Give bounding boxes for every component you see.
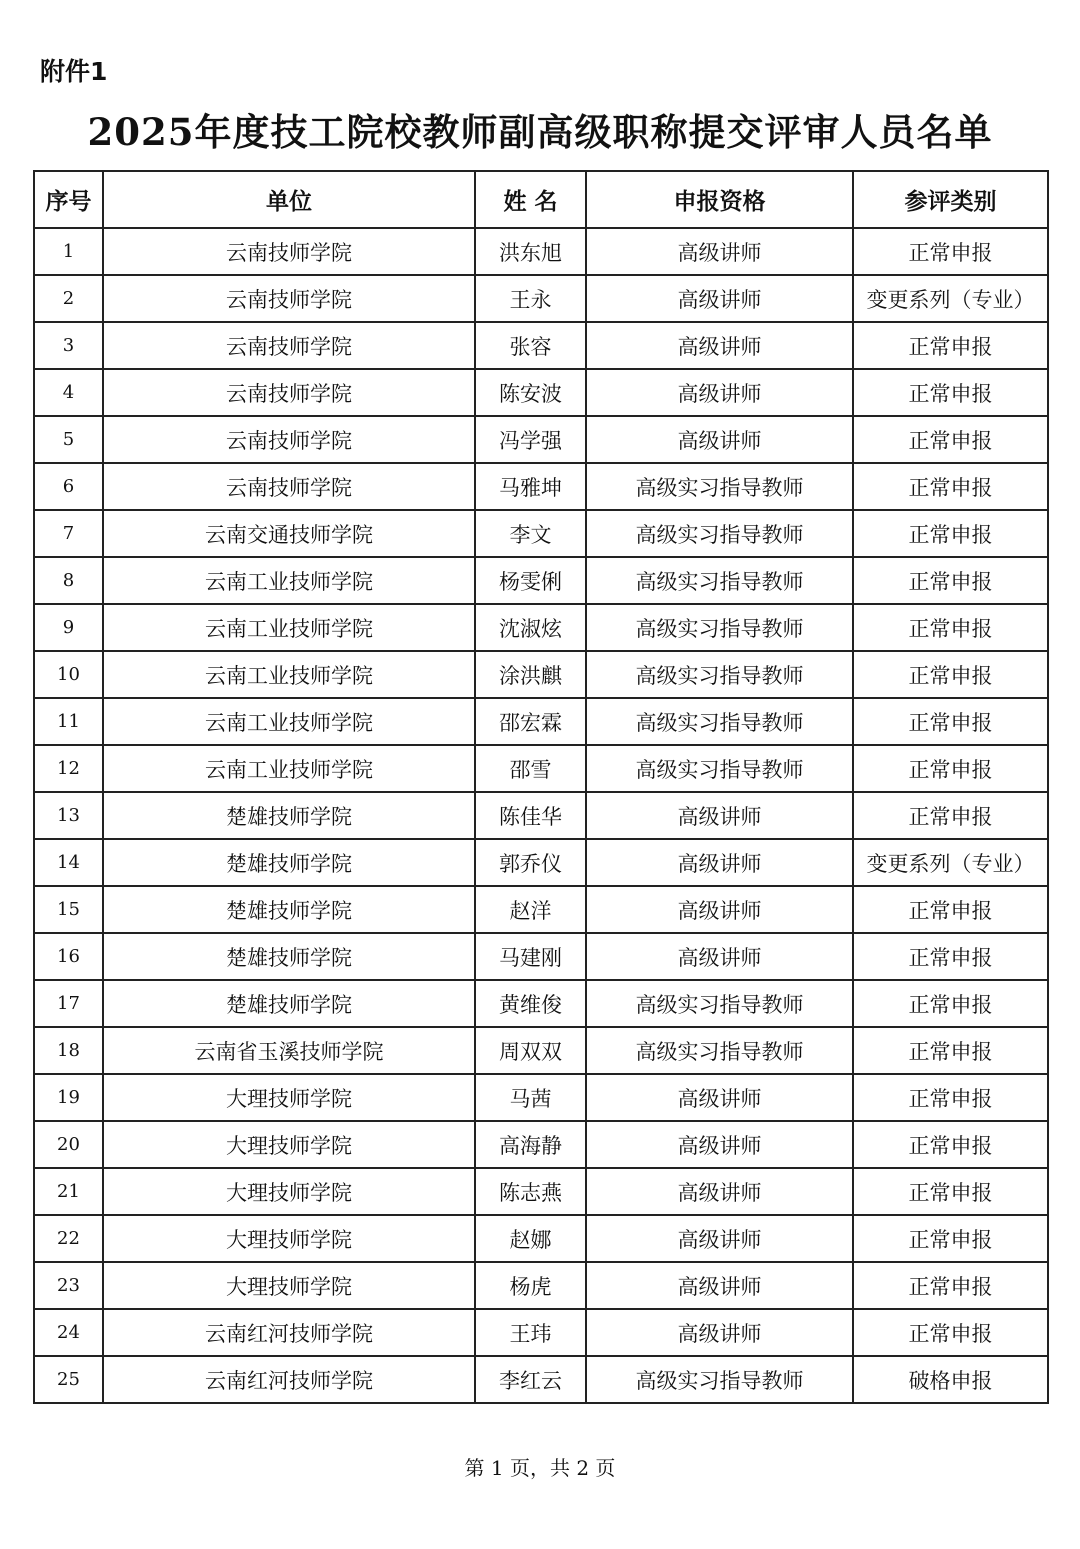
cell-name: 周双双 <box>475 1027 586 1074</box>
cell-category: 破格申报 <box>853 1356 1048 1403</box>
cell-qualification: 高级实习指导教师 <box>586 604 853 651</box>
cell-unit: 楚雄技师学院 <box>103 792 475 839</box>
header-category: 参评类别 <box>853 171 1048 228</box>
cell-index: 10 <box>34 651 103 698</box>
cell-index: 4 <box>34 369 103 416</box>
cell-index: 24 <box>34 1309 103 1356</box>
cell-unit: 云南工业技师学院 <box>103 651 475 698</box>
cell-unit: 大理技师学院 <box>103 1262 475 1309</box>
cell-qualification: 高级讲师 <box>586 1168 853 1215</box>
cell-index: 2 <box>34 275 103 322</box>
table-row <box>34 275 1048 322</box>
table-row <box>34 557 1048 604</box>
cell-index: 1 <box>34 228 103 275</box>
cell-name: 赵洋 <box>475 886 586 933</box>
cell-category: 正常申报 <box>853 745 1048 792</box>
cell-name: 沈淑炫 <box>475 604 586 651</box>
cell-qualification: 高级讲师 <box>586 322 853 369</box>
cell-category: 正常申报 <box>853 557 1048 604</box>
cell-category: 正常申报 <box>853 1168 1048 1215</box>
cell-index: 12 <box>34 745 103 792</box>
cell-qualification: 高级讲师 <box>586 839 853 886</box>
cell-index: 16 <box>34 933 103 980</box>
cell-unit: 云南技师学院 <box>103 369 475 416</box>
cell-category: 正常申报 <box>853 416 1048 463</box>
table-row <box>34 698 1048 745</box>
cell-index: 9 <box>34 604 103 651</box>
cell-category: 正常申报 <box>853 651 1048 698</box>
cell-qualification: 高级讲师 <box>586 1215 853 1262</box>
cell-category: 正常申报 <box>853 1309 1048 1356</box>
table-row <box>34 1262 1048 1309</box>
cell-category: 正常申报 <box>853 322 1048 369</box>
cell-unit: 云南工业技师学院 <box>103 557 475 604</box>
table-row <box>34 228 1048 275</box>
cell-index: 13 <box>34 792 103 839</box>
cell-category: 变更系列（专业） <box>853 839 1048 886</box>
cell-unit: 云南技师学院 <box>103 275 475 322</box>
cell-category: 正常申报 <box>853 886 1048 933</box>
cell-unit: 云南工业技师学院 <box>103 604 475 651</box>
cell-qualification: 高级讲师 <box>586 1262 853 1309</box>
cell-name: 陈佳华 <box>475 792 586 839</box>
cell-name: 冯学强 <box>475 416 586 463</box>
cell-name: 王玮 <box>475 1309 586 1356</box>
cell-unit: 大理技师学院 <box>103 1168 475 1215</box>
cell-index: 22 <box>34 1215 103 1262</box>
cell-name: 邵宏霖 <box>475 698 586 745</box>
cell-name: 涂洪麒 <box>475 651 586 698</box>
cell-unit: 大理技师学院 <box>103 1215 475 1262</box>
cell-unit: 云南红河技师学院 <box>103 1309 475 1356</box>
cell-name: 洪东旭 <box>475 228 586 275</box>
cell-name: 黄维俊 <box>475 980 586 1027</box>
cell-unit: 楚雄技师学院 <box>103 933 475 980</box>
table-row <box>34 980 1048 1027</box>
page-title: 2025年度技工院校教师副高级职称提交评审人员名单 <box>87 110 993 154</box>
header-name: 姓 名 <box>475 171 586 228</box>
cell-index: 17 <box>34 980 103 1027</box>
cell-qualification: 高级讲师 <box>586 369 853 416</box>
cell-index: 21 <box>34 1168 103 1215</box>
cell-category: 正常申报 <box>853 698 1048 745</box>
cell-unit: 楚雄技师学院 <box>103 886 475 933</box>
table-row <box>34 463 1048 510</box>
cell-index: 11 <box>34 698 103 745</box>
cell-name: 李红云 <box>475 1356 586 1403</box>
cell-category: 正常申报 <box>853 1027 1048 1074</box>
cell-qualification: 高级实习指导教师 <box>586 980 853 1027</box>
cell-index: 23 <box>34 1262 103 1309</box>
cell-category: 正常申报 <box>853 1215 1048 1262</box>
table-row <box>34 369 1048 416</box>
cell-qualification: 高级讲师 <box>586 1121 853 1168</box>
table-header-row <box>34 171 1048 228</box>
roster-table <box>33 170 1049 1404</box>
table-row <box>34 416 1048 463</box>
table-row <box>34 1074 1048 1121</box>
cell-name: 郭乔仪 <box>475 839 586 886</box>
cell-index: 5 <box>34 416 103 463</box>
cell-name: 陈志燕 <box>475 1168 586 1215</box>
table-row <box>34 792 1048 839</box>
cell-qualification: 高级讲师 <box>586 1309 853 1356</box>
page-footer: 第 1 页，共 2 页 <box>464 1456 616 1480</box>
cell-unit: 云南技师学院 <box>103 416 475 463</box>
cell-unit: 云南红河技师学院 <box>103 1356 475 1403</box>
cell-unit: 楚雄技师学院 <box>103 839 475 886</box>
header-unit: 单位 <box>103 171 475 228</box>
cell-name: 马雅坤 <box>475 463 586 510</box>
cell-name: 张容 <box>475 322 586 369</box>
cell-index: 8 <box>34 557 103 604</box>
table-row <box>34 604 1048 651</box>
cell-qualification: 高级讲师 <box>586 886 853 933</box>
cell-name: 王永 <box>475 275 586 322</box>
cell-category: 正常申报 <box>853 510 1048 557</box>
cell-index: 19 <box>34 1074 103 1121</box>
cell-category: 正常申报 <box>853 1121 1048 1168</box>
cell-qualification: 高级讲师 <box>586 933 853 980</box>
cell-unit: 云南工业技师学院 <box>103 698 475 745</box>
cell-index: 7 <box>34 510 103 557</box>
cell-unit: 云南工业技师学院 <box>103 745 475 792</box>
cell-name: 杨雯俐 <box>475 557 586 604</box>
table-row <box>34 1121 1048 1168</box>
table-row <box>34 651 1048 698</box>
table-row <box>34 886 1048 933</box>
table-row <box>34 1309 1048 1356</box>
cell-qualification: 高级讲师 <box>586 792 853 839</box>
cell-qualification: 高级讲师 <box>586 275 853 322</box>
cell-name: 陈安波 <box>475 369 586 416</box>
table-body <box>34 228 1048 1403</box>
cell-index: 18 <box>34 1027 103 1074</box>
header-qualification: 申报资格 <box>586 171 853 228</box>
header-index: 序号 <box>34 171 103 228</box>
cell-name: 马建刚 <box>475 933 586 980</box>
cell-category: 正常申报 <box>853 228 1048 275</box>
cell-name: 邵雪 <box>475 745 586 792</box>
cell-category: 正常申报 <box>853 369 1048 416</box>
cell-name: 杨虎 <box>475 1262 586 1309</box>
attachment-label: 附件1 <box>40 57 108 86</box>
table-row <box>34 839 1048 886</box>
cell-index: 25 <box>34 1356 103 1403</box>
table-row <box>34 322 1048 369</box>
cell-qualification: 高级讲师 <box>586 1074 853 1121</box>
cell-index: 14 <box>34 839 103 886</box>
cell-qualification: 高级实习指导教师 <box>586 745 853 792</box>
table-row <box>34 933 1048 980</box>
cell-index: 20 <box>34 1121 103 1168</box>
cell-unit: 云南技师学院 <box>103 463 475 510</box>
cell-qualification: 高级实习指导教师 <box>586 698 853 745</box>
cell-category: 正常申报 <box>853 604 1048 651</box>
cell-name: 李文 <box>475 510 586 557</box>
cell-unit: 云南省玉溪技师学院 <box>103 1027 475 1074</box>
cell-category: 正常申报 <box>853 1074 1048 1121</box>
cell-category: 正常申报 <box>853 1262 1048 1309</box>
cell-category: 正常申报 <box>853 933 1048 980</box>
cell-qualification: 高级实习指导教师 <box>586 510 853 557</box>
cell-category: 正常申报 <box>853 980 1048 1027</box>
cell-unit: 云南技师学院 <box>103 322 475 369</box>
cell-qualification: 高级实习指导教师 <box>586 1027 853 1074</box>
cell-index: 6 <box>34 463 103 510</box>
cell-qualification: 高级实习指导教师 <box>586 651 853 698</box>
cell-category: 变更系列（专业） <box>853 275 1048 322</box>
cell-qualification: 高级实习指导教师 <box>586 463 853 510</box>
cell-unit: 云南交通技师学院 <box>103 510 475 557</box>
cell-unit: 楚雄技师学院 <box>103 980 475 1027</box>
cell-index: 3 <box>34 322 103 369</box>
cell-name: 高海静 <box>475 1121 586 1168</box>
table-row <box>34 745 1048 792</box>
cell-index: 15 <box>34 886 103 933</box>
cell-qualification: 高级讲师 <box>586 416 853 463</box>
cell-qualification: 高级实习指导教师 <box>586 1356 853 1403</box>
cell-qualification: 高级实习指导教师 <box>586 557 853 604</box>
table-row <box>34 1027 1048 1074</box>
cell-unit: 大理技师学院 <box>103 1121 475 1168</box>
table-row <box>34 1215 1048 1262</box>
table-row <box>34 510 1048 557</box>
cell-unit: 大理技师学院 <box>103 1074 475 1121</box>
table-row <box>34 1168 1048 1215</box>
cell-name: 赵娜 <box>475 1215 586 1262</box>
cell-category: 正常申报 <box>853 463 1048 510</box>
table-row <box>34 1356 1048 1403</box>
cell-unit: 云南技师学院 <box>103 228 475 275</box>
cell-name: 马茜 <box>475 1074 586 1121</box>
cell-category: 正常申报 <box>853 792 1048 839</box>
cell-qualification: 高级讲师 <box>586 228 853 275</box>
